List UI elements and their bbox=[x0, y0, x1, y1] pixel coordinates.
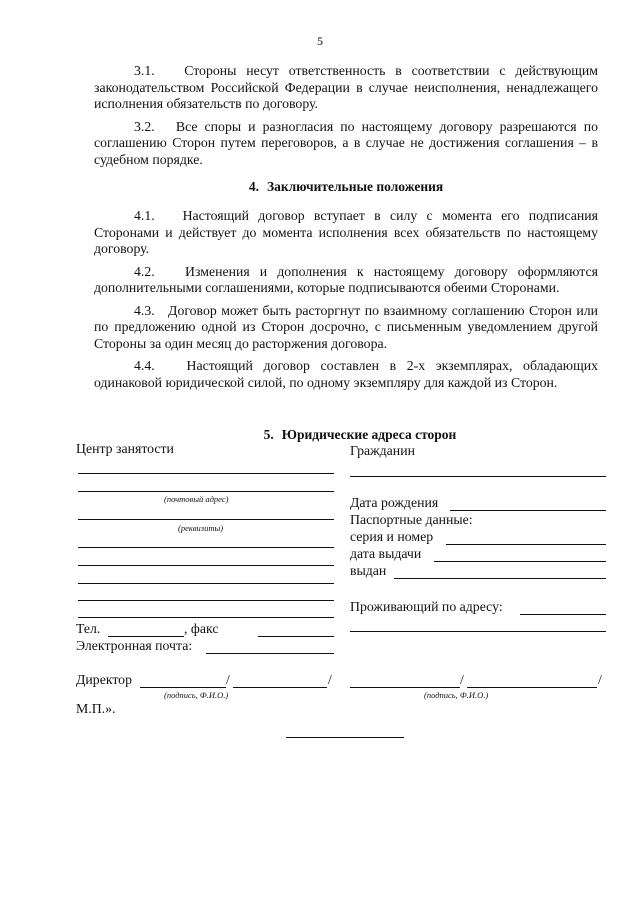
postal-address-caption: (почтовый адрес) bbox=[164, 494, 229, 504]
tel-line bbox=[108, 636, 184, 637]
issue-date-label: дата выдачи bbox=[350, 546, 422, 561]
residing-line-1 bbox=[520, 614, 606, 615]
paragraph-3-1 bbox=[94, 63, 598, 113]
section-5-heading bbox=[150, 427, 570, 443]
paragraph-4-3 bbox=[94, 303, 598, 353]
issue-date-line bbox=[434, 561, 606, 562]
requisites-line-2 bbox=[78, 547, 334, 548]
signature-separator: / bbox=[460, 672, 464, 687]
signature-separator: / bbox=[328, 672, 332, 687]
issued-by-line bbox=[394, 578, 606, 579]
paragraph-number: 3.2. bbox=[134, 118, 155, 134]
citizen-signature-caption: (подпись, Ф.И.О.) bbox=[424, 690, 489, 700]
paragraph-text: Договор может быть расторгнут по взаимному соглашению Сторон или по предложению одной из Сторон досрочно, с письменным уведомлением другой Стороны за один месяц до расторжения договора. bbox=[94, 302, 598, 351]
director-label: Директор bbox=[76, 672, 132, 687]
series-number-line bbox=[446, 544, 606, 545]
heading-number: 5. bbox=[263, 427, 274, 442]
page-number: 5 bbox=[317, 34, 323, 48]
section-3-text bbox=[94, 63, 598, 174]
issued-by-label: выдан bbox=[350, 563, 387, 578]
seal-label: М.П.». bbox=[76, 701, 116, 716]
paragraph-text: Все споры и разногласия по настоящему договору разрешаются по соглашению Сторон путем переговоров, а в случае не достижения соглашения – в судебном порядке. bbox=[94, 118, 598, 167]
paragraph-number: 4.4. bbox=[134, 358, 155, 373]
email-line bbox=[206, 653, 334, 654]
requisites-line-3 bbox=[78, 565, 334, 566]
requisites-line-1 bbox=[78, 519, 334, 520]
requisites-line-6 bbox=[78, 617, 334, 618]
series-number-label: серия и номер bbox=[350, 529, 434, 544]
employment-center-label: Центр занятости bbox=[76, 441, 174, 456]
section-4-heading bbox=[94, 179, 598, 195]
paragraph-number: 3.1. bbox=[134, 63, 155, 78]
heading-title: Заключительные положения bbox=[266, 179, 444, 194]
signature-separator: / bbox=[226, 672, 230, 687]
paragraph-4-4 bbox=[94, 358, 598, 391]
director-signature-caption: (подпись, Ф.И.О.) bbox=[164, 690, 229, 700]
paragraph-number: 4.2. bbox=[134, 263, 155, 279]
fax-line bbox=[258, 636, 334, 637]
director-name-line bbox=[233, 687, 327, 688]
postal-address-line-1 bbox=[78, 473, 334, 474]
paragraph-text: Изменения и дополнения к настоящему договору оформляются дополнительными соглашениями, которые подписываются обеими Сторонами. bbox=[94, 263, 598, 295]
birth-date-line bbox=[450, 510, 606, 511]
citizen-name-signature-line bbox=[467, 687, 597, 688]
email-label: Электронная почта: bbox=[76, 638, 193, 653]
passport-label: Паспортные данные: bbox=[350, 512, 473, 527]
paragraph-number: 4.1. bbox=[134, 208, 155, 223]
paragraph-text: Настоящий договор составлен в 2-х экземплярах, обладающих одинаковой юридической силой, по одному экземпляру для каждой из Сторон. bbox=[94, 358, 598, 390]
heading-title: Юридические адреса сторон bbox=[281, 427, 457, 442]
fax-label: , факс bbox=[184, 621, 219, 636]
requisites-line-5 bbox=[78, 600, 334, 601]
signature-separator: / bbox=[598, 672, 602, 687]
section-4-text bbox=[94, 208, 598, 397]
paragraph-4-2 bbox=[94, 264, 598, 297]
heading-number: 4. bbox=[248, 179, 259, 194]
closing-divider-line bbox=[286, 737, 404, 738]
requisites-line-4 bbox=[78, 583, 334, 584]
residing-line-2 bbox=[350, 631, 606, 632]
director-signature-line bbox=[140, 687, 226, 688]
tel-label: Тел. bbox=[76, 621, 101, 636]
paragraph-number: 4.3. bbox=[134, 302, 155, 318]
paragraph-text: Настоящий договор вступает в силу с момента его подписания Сторонами и действует до момента исполнения всех обязательств по настоящему договору. bbox=[94, 208, 598, 256]
paragraph-3-2 bbox=[94, 119, 598, 169]
postal-address-line-2 bbox=[78, 491, 334, 492]
citizen-label: Гражданин bbox=[350, 443, 415, 458]
citizen-signature-line bbox=[350, 687, 460, 688]
requisites-caption: (реквизиты) bbox=[178, 523, 224, 533]
birth-date-label: Дата рождения bbox=[350, 495, 439, 510]
paragraph-text: Стороны несут ответственность в соответствии с действующим законодательством Российской Федерации в случае неисполнения, ненадлежащего исполнения обязательств по договору. bbox=[94, 63, 598, 111]
residing-label: Проживающий по адресу: bbox=[350, 599, 503, 614]
citizen-name-line bbox=[350, 476, 606, 477]
paragraph-4-1 bbox=[94, 208, 598, 258]
